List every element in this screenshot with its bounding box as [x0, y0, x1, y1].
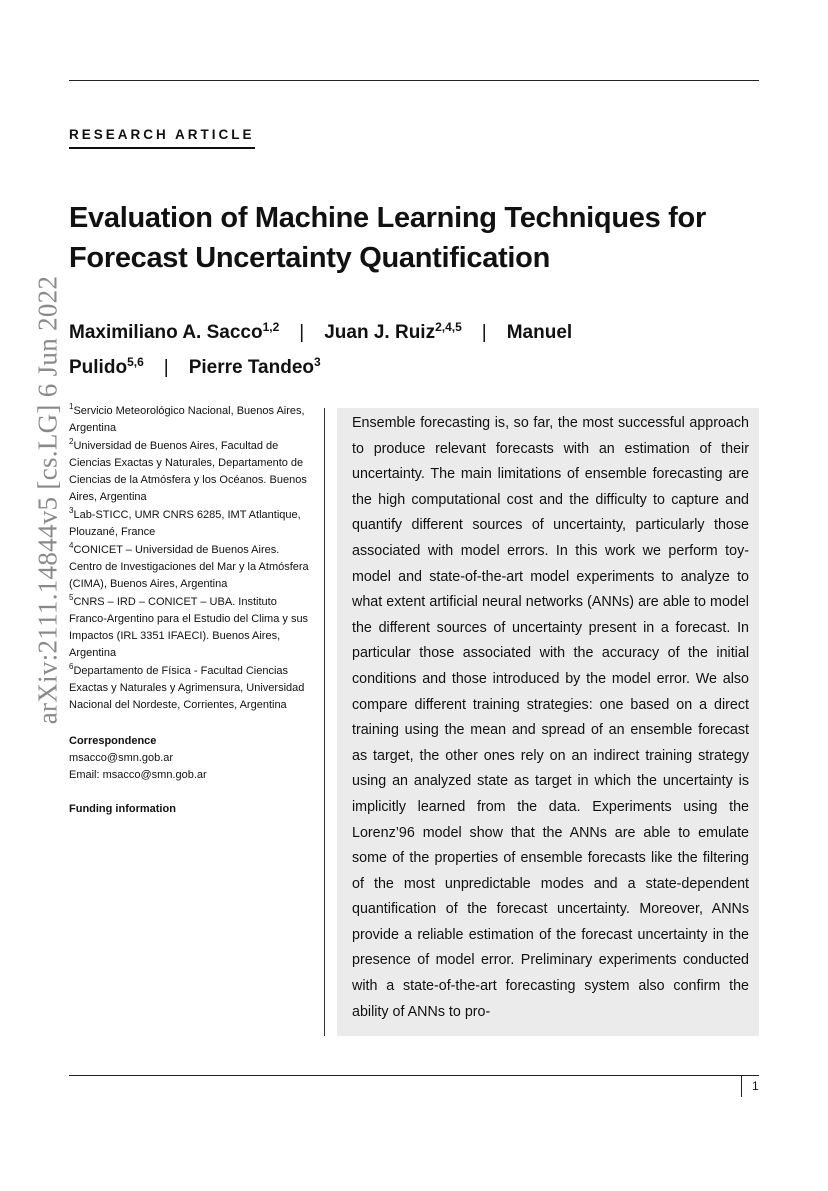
affiliation-number: 4 — [69, 541, 74, 550]
correspondence-email: msacco@smn.gob.ar — [69, 752, 174, 764]
affiliation-text: Servicio Meteorológico Nacional, Buenos Aires, Argentina — [69, 405, 305, 434]
author-name: Manuel Pulido — [69, 322, 573, 378]
affiliation-text: CONICET – Universidad de Buenos Aires. Centro de Investigaciones del Mar y la Atmósfera (CIMA), Buenos Aires, Argentina — [69, 544, 309, 590]
author-affiliation-marker: 1,2 — [262, 320, 280, 334]
abstract-text: Ensemble forecasting is, so far, the most successful approach to produce relevant forecasts with an estimation of their uncertainty. The main limitations of ensemble forecasting are the high computational cost and the difficulty to capture and quantify different sources of uncertainty, particularly those associated with model errors. In this work we perform toy-model and state-of-the-art model experiments to analyze to what extent artificial neural networks (ANNs) are able to model the different sources of uncertainty present in a forecast. In particular those associated with the accuracy of the initial conditions and those introduced by the model error. We also compare different training strategies: one based on a direct training using the mean and spread of an ensemble forecast as target, the other ones rely on an indirect training strategy using an analyzed state as target in which the uncertainty is implicitly learned from the data. Experiments using the Lorenz’96 model show that the ANNs are able to emulate some of the properties of ensemble forecasts like the filtering of the most unpredictable modes and a state-dependent quantification of the forecast uncertainty. Moreover, ANNs provide a reliable estimation of the forecast uncertainty in the presence of model error. Preliminary experiments conducted with a state-of-the-art forecasting system also confirm the ability of ANNs to pro- — [352, 415, 749, 1020]
author-affiliation-marker: 2,4,5 — [435, 320, 462, 334]
affiliation-number: 1 — [69, 402, 74, 411]
affiliation-number: 5 — [69, 593, 74, 602]
author-name: Juan J. Ruiz — [324, 322, 436, 343]
author-separator: | — [481, 322, 487, 343]
affiliation-text: Universidad de Buenos Aires, Facultad de Ciencias Exactas y Naturales, Departamento de Ciencias de la Atmósfera y los Océanos. Buenos Aires, Argentina — [69, 440, 307, 503]
author-affiliation-marker: 5,6 — [127, 355, 144, 369]
author-name: Pierre Tandeo — [188, 357, 314, 378]
arxiv-identifier: arXiv:2111.14844v5 [cs.LG] 6 Jun 2022 — [32, 275, 63, 725]
article-type-label: RESEARCH ARTICLE — [69, 127, 255, 149]
affiliation — [69, 507, 309, 541]
author-separator: | — [299, 322, 305, 343]
author-affiliation-marker: 3 — [314, 355, 321, 369]
correspondence-heading: Correspondence — [69, 735, 157, 747]
affiliation — [69, 542, 309, 593]
affiliation — [69, 594, 309, 662]
affiliation-number: 2 — [69, 437, 74, 446]
abstract-box — [337, 408, 759, 1036]
paper-title: Evaluation of Machine Learning Techniques for Forecast Uncertainty Quantification — [69, 202, 706, 274]
affiliation-text: Departamento de Física - Facultad Ciencias Exactas y Naturales y Agrimensura, Universidad Nacional del Nordeste, Corrientes, Argentina — [69, 665, 305, 711]
author-separator: | — [163, 357, 169, 378]
affiliation-number: 3 — [69, 506, 74, 515]
affiliation — [69, 438, 309, 506]
author-list — [69, 315, 629, 385]
funding-heading: Funding information — [69, 803, 176, 815]
column-divider — [324, 408, 325, 1036]
affiliation-text: CNRS – IRD – CONICET – UBA. Instituto Franco-Argentino para el Estudio del Clima y sus Impactos (IRL 3351 IFAECI). Buenos Aires, Argentina — [69, 596, 309, 659]
front-matter-sidebar — [69, 403, 309, 818]
affiliation — [69, 663, 309, 714]
author-name: Maximiliano A. Sacco — [69, 322, 263, 343]
affiliation-number: 6 — [69, 662, 74, 671]
correspondence-email-line: Email: msacco@smn.gob.ar — [69, 769, 207, 781]
page-number: 1 — [752, 1079, 759, 1093]
footer-rule — [69, 1075, 759, 1076]
top-rule — [69, 80, 759, 81]
affiliation-text: Lab-STICC, UMR CNRS 6285, IMT Atlantique, Plouzané, France — [69, 509, 301, 538]
affiliation — [69, 403, 309, 437]
page-number-separator — [741, 1075, 742, 1097]
